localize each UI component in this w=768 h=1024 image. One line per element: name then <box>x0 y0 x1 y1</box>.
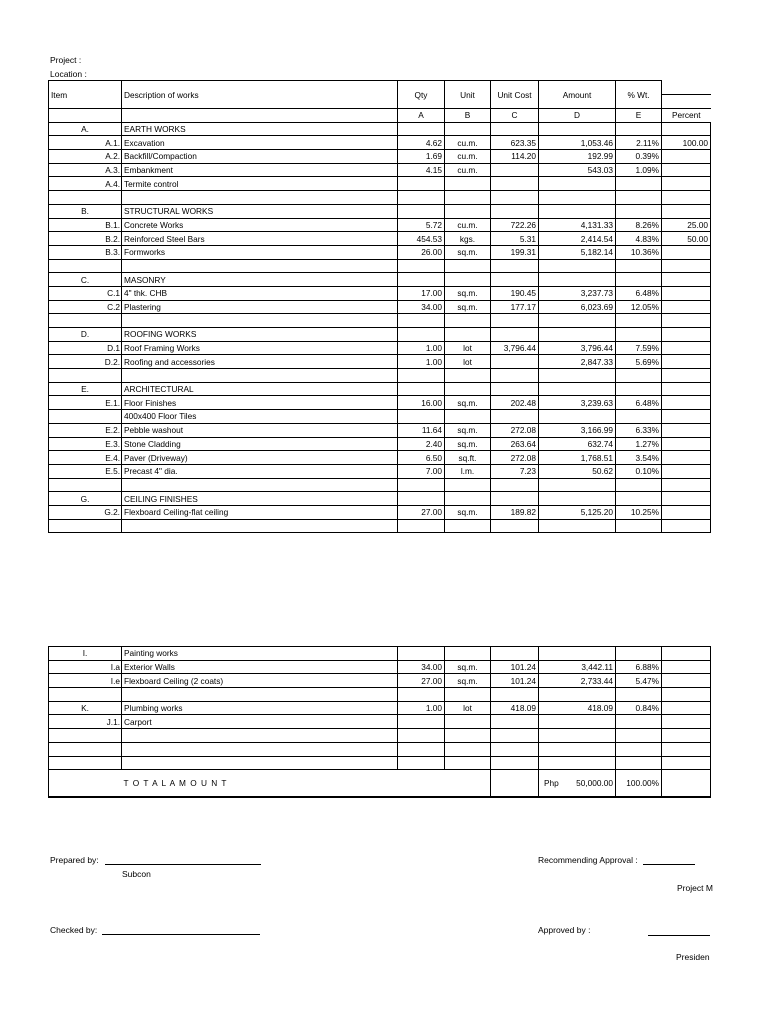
item-desc: Pebble washout <box>122 423 398 437</box>
section-row <box>49 701 711 715</box>
item-unit: sq.ft. <box>445 451 491 465</box>
item-wt: 5.69% <box>616 355 662 369</box>
item-qty: 1.00 <box>398 355 445 369</box>
item-wt: 7.59% <box>616 341 662 355</box>
item-amount: 1,768.51 <box>539 451 616 465</box>
president-label: Presiden <box>676 952 710 962</box>
item-cost: 199.31 <box>491 245 539 259</box>
table-row <box>49 355 711 369</box>
table-row <box>49 464 711 478</box>
item-desc: Carport <box>122 715 398 729</box>
item-qty: 4.15 <box>398 163 445 177</box>
item-wt: 1.09% <box>616 163 662 177</box>
item-wt: 3.54% <box>616 451 662 465</box>
item-code: C.1 <box>49 286 122 300</box>
total-wt: 100.00% <box>616 770 662 798</box>
item-cost: 101.24 <box>491 674 539 688</box>
table-row <box>49 286 711 300</box>
item-wt: 6.88% <box>616 660 662 674</box>
item-amount: 3,237.73 <box>539 286 616 300</box>
item-wt: 12.05% <box>616 300 662 314</box>
item-code: A.3. <box>49 163 122 177</box>
item-desc: Exterior Walls <box>122 660 398 674</box>
item-amount: 418.09 <box>539 701 616 715</box>
item-desc: Excavation <box>122 136 398 150</box>
spacer-row <box>49 688 711 702</box>
item-cost: 189.82 <box>491 505 539 519</box>
item-amount: 3,442.11 <box>539 660 616 674</box>
letter-d: D <box>539 109 616 123</box>
table-row <box>49 505 711 519</box>
item-amount: 3,166.99 <box>539 423 616 437</box>
table-row <box>49 136 711 150</box>
table-row <box>49 245 711 259</box>
item-cost: 5.31 <box>491 232 539 246</box>
item-desc: Floor Finishes <box>122 396 398 410</box>
approved-label: Approved by : <box>538 925 591 935</box>
col-wt: % Wt. <box>616 81 662 109</box>
col-blank <box>662 81 711 109</box>
item-qty: 27.00 <box>398 505 445 519</box>
item-desc: Embankment <box>122 163 398 177</box>
section-title: Painting works <box>122 647 398 661</box>
item-wt: 10.25% <box>616 505 662 519</box>
item-unit: sq.m. <box>445 300 491 314</box>
item-amount: 543.03 <box>539 163 616 177</box>
item-code: B.2. <box>49 232 122 246</box>
item-cost: 190.45 <box>491 286 539 300</box>
spacer-row <box>49 259 711 273</box>
table-row <box>49 150 711 164</box>
section-title: ROOFING WORKS <box>122 328 398 342</box>
prepared-by <box>50 855 261 865</box>
item-code: B.1. <box>49 218 122 232</box>
item-amount: 2,847.33 <box>539 355 616 369</box>
spacer-row <box>49 729 711 743</box>
approved-signature-line[interactable] <box>648 925 710 936</box>
item-cost: 722.26 <box>491 218 539 232</box>
section-row <box>49 382 711 396</box>
table-row <box>49 341 711 355</box>
item-wt: 0.84% <box>616 701 662 715</box>
item-qty: 26.00 <box>398 245 445 259</box>
prepared-signature-line[interactable] <box>105 864 261 865</box>
item-unit: lot <box>445 355 491 369</box>
item-cost: 7.23 <box>491 464 539 478</box>
item-amount: 2,414.54 <box>539 232 616 246</box>
item-code: D.2. <box>49 355 122 369</box>
item-wt: 5.47% <box>616 674 662 688</box>
item-wt: 0.39% <box>616 150 662 164</box>
letter-row <box>49 109 711 123</box>
item-amount: 5,125.20 <box>539 505 616 519</box>
section-title: ARCHITECTURAL <box>122 382 398 396</box>
item-unit: cu.m. <box>445 136 491 150</box>
location-label: Location : <box>50 69 87 79</box>
spacer-row <box>49 314 711 328</box>
total-currency: Php <box>544 778 559 789</box>
item-code: E.5. <box>49 464 122 478</box>
item-amount: 3,239.63 <box>539 396 616 410</box>
section-row <box>49 122 711 136</box>
item-qty: 11.64 <box>398 423 445 437</box>
spacer-row <box>49 478 711 492</box>
table-row <box>49 451 711 465</box>
item-amount: 5,182.14 <box>539 245 616 259</box>
prepared-label: Prepared by: <box>50 855 99 865</box>
item-amount: 632.74 <box>539 437 616 451</box>
item-desc: Precast 4" dia. <box>122 464 398 478</box>
item-unit: kgs. <box>445 232 491 246</box>
item-wt: 0.10% <box>616 464 662 478</box>
painting-plumbing-table <box>48 646 711 798</box>
item-desc: Backfill/Compaction <box>122 150 398 164</box>
item-desc: Roof Framing Works <box>122 341 398 355</box>
item-cost: 177.17 <box>491 300 539 314</box>
item-wt: 1.27% <box>616 437 662 451</box>
item-desc: Roofing and accessories <box>122 355 398 369</box>
table-row <box>49 437 711 451</box>
table-row <box>49 163 711 177</box>
item-desc: Concrete Works <box>122 218 398 232</box>
section-code: I. <box>49 647 122 661</box>
item-cost: 3,796.44 <box>491 341 539 355</box>
item-cost: 272.08 <box>491 451 539 465</box>
item-percent: 50.00 <box>662 232 711 246</box>
item-code: E.2. <box>49 423 122 437</box>
col-unit: Unit <box>445 81 491 109</box>
spacer-row <box>49 519 711 533</box>
item-unit: sq.m. <box>445 286 491 300</box>
item-code: E.3. <box>49 437 122 451</box>
approved-by <box>538 925 590 935</box>
item-wt: 6.48% <box>616 396 662 410</box>
item-qty: 16.00 <box>398 396 445 410</box>
project-label: Project : <box>50 55 82 65</box>
item-cost: 202.48 <box>491 396 539 410</box>
checked-label: Checked by: <box>50 925 98 935</box>
item-cost: 623.35 <box>491 136 539 150</box>
item-code: A.2. <box>49 150 122 164</box>
col-amount: Amount <box>539 81 616 109</box>
item-unit: l.m. <box>445 464 491 478</box>
item-amount: 2,733.44 <box>539 674 616 688</box>
item-qty: 1.69 <box>398 150 445 164</box>
total-amount-value: 50,000.00 <box>576 778 613 789</box>
item-desc: Stone Cladding <box>122 437 398 451</box>
section-title: Plumbing works <box>122 701 398 715</box>
item-qty: 454.53 <box>398 232 445 246</box>
item-qty: 34.00 <box>398 300 445 314</box>
section-row <box>49 328 711 342</box>
item-wt: 8.26% <box>616 218 662 232</box>
item-code: A.4. <box>49 177 122 191</box>
item-amount: 1,053.46 <box>539 136 616 150</box>
item-code: E.1. <box>49 396 122 410</box>
item-amount: 192.99 <box>539 150 616 164</box>
item-qty: 4.62 <box>398 136 445 150</box>
section-code: G. <box>49 492 122 506</box>
table-row <box>49 423 711 437</box>
item-percent: 100.00 <box>662 136 711 150</box>
item-qty: 1.00 <box>398 701 445 715</box>
section-row <box>49 492 711 506</box>
checked-signature-line[interactable] <box>102 934 260 935</box>
total-amount <box>539 770 616 798</box>
recommending-signature-line[interactable] <box>643 864 695 865</box>
item-desc: Paver (Driveway) <box>122 451 398 465</box>
letter-c: C <box>491 109 539 123</box>
item-cost: 272.08 <box>491 423 539 437</box>
header-row <box>49 81 711 109</box>
recommending-approval <box>538 855 695 865</box>
project-manager-label: Project M <box>677 883 713 893</box>
spacer-row <box>49 191 711 205</box>
table-row <box>49 410 711 424</box>
item-unit: sq.m. <box>445 505 491 519</box>
item-desc: Formworks <box>122 245 398 259</box>
item-code: D.1 <box>49 341 122 355</box>
section-title: CEILING FINISHES <box>122 492 398 506</box>
item-unit: cu.m. <box>445 150 491 164</box>
item-qty: 17.00 <box>398 286 445 300</box>
letter-e: E <box>616 109 662 123</box>
table-row <box>49 396 711 410</box>
col-percent: Percent <box>662 109 711 123</box>
item-cost: 114.20 <box>491 150 539 164</box>
item-code: C.2 <box>49 300 122 314</box>
spacer-row <box>49 742 711 756</box>
item-qty: 27.00 <box>398 674 445 688</box>
item-wt: 2.11% <box>616 136 662 150</box>
item-code: B.3. <box>49 245 122 259</box>
item-unit: sq.m. <box>445 396 491 410</box>
item-qty: 34.00 <box>398 660 445 674</box>
item-unit: sq.m. <box>445 423 491 437</box>
item-desc: Flexboard Ceiling-flat ceiling <box>122 505 398 519</box>
col-unit-cost: Unit Cost <box>491 81 539 109</box>
item-amount: 4,131.33 <box>539 218 616 232</box>
item-amount: 6,023.69 <box>539 300 616 314</box>
item-qty: 2.40 <box>398 437 445 451</box>
item-wt: 4.83% <box>616 232 662 246</box>
spacer-row <box>49 756 711 770</box>
item-desc: Termite control <box>122 177 398 191</box>
bill-of-quantities-table <box>48 80 711 533</box>
item-unit: sq.m. <box>445 660 491 674</box>
table-row <box>49 232 711 246</box>
item-desc: Flexboard Ceiling (2 coats) <box>122 674 398 688</box>
item-unit: sq.m. <box>445 245 491 259</box>
item-wt: 6.33% <box>616 423 662 437</box>
item-cost: 101.24 <box>491 660 539 674</box>
total-row <box>49 770 711 798</box>
section-title: MASONRY <box>122 273 398 287</box>
item-qty: 7.00 <box>398 464 445 478</box>
item-code: J.1. <box>49 715 122 729</box>
table-row <box>49 218 711 232</box>
table-row <box>49 660 711 674</box>
section-code: A. <box>49 122 122 136</box>
section-title: EARTH WORKS <box>122 122 398 136</box>
section-row <box>49 273 711 287</box>
subcon-label: Subcon <box>122 869 151 879</box>
item-qty: 6.50 <box>398 451 445 465</box>
item-qty: 5.72 <box>398 218 445 232</box>
item-desc: Plastering <box>122 300 398 314</box>
letter-b: B <box>445 109 491 123</box>
col-item: Item <box>49 81 122 109</box>
col-description: Description of works <box>122 81 398 109</box>
checked-by <box>50 925 260 935</box>
item-cost: 263.64 <box>491 437 539 451</box>
table-row <box>49 300 711 314</box>
section-code: C. <box>49 273 122 287</box>
recommending-label: Recommending Approval : <box>538 855 638 865</box>
section-code: K. <box>49 701 122 715</box>
item-code: G.2. <box>49 505 122 519</box>
total-label: T O T A L A M O U N T <box>122 770 491 798</box>
item-unit: cu.m. <box>445 218 491 232</box>
item-unit: lot <box>445 341 491 355</box>
table-row <box>49 674 711 688</box>
item-code: E.4. <box>49 451 122 465</box>
item-code: I.a <box>49 660 122 674</box>
spacer-row <box>49 369 711 383</box>
item-desc: 4" thk. CHB <box>122 286 398 300</box>
col-qty: Qty <box>398 81 445 109</box>
section-code: D. <box>49 328 122 342</box>
item-unit: lot <box>445 701 491 715</box>
item-wt: 10.36% <box>616 245 662 259</box>
item-unit: sq.m. <box>445 437 491 451</box>
item-amount: 3,796.44 <box>539 341 616 355</box>
section-code: E. <box>49 382 122 396</box>
item-qty: 1.00 <box>398 341 445 355</box>
item-amount: 50.62 <box>539 464 616 478</box>
item-code: A.1. <box>49 136 122 150</box>
table-row <box>49 177 711 191</box>
item-code: I.e <box>49 674 122 688</box>
section-row <box>49 647 711 661</box>
item-wt: 6.48% <box>616 286 662 300</box>
table-row <box>49 715 711 729</box>
section-row <box>49 204 711 218</box>
item-cost: 418.09 <box>491 701 539 715</box>
section-code: B. <box>49 204 122 218</box>
item-desc: 400x400 Floor Tiles <box>122 410 398 424</box>
letter-a: A <box>398 109 445 123</box>
item-unit: sq.m. <box>445 674 491 688</box>
item-unit: cu.m. <box>445 163 491 177</box>
section-title: STRUCTURAL WORKS <box>122 204 398 218</box>
item-percent: 25.00 <box>662 218 711 232</box>
item-desc: Reinforced Steel Bars <box>122 232 398 246</box>
